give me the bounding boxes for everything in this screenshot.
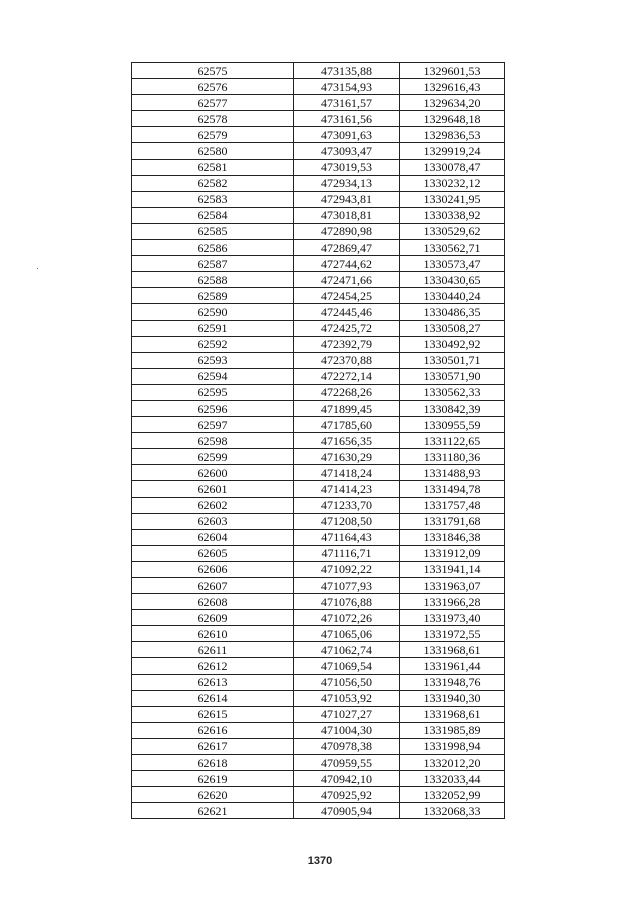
point-number-cell: 62580 xyxy=(132,143,294,159)
x-coordinate-cell: 472471,66 xyxy=(294,272,400,288)
point-number-cell: 62616 xyxy=(132,722,294,738)
x-coordinate-cell: 473161,56 xyxy=(294,111,400,127)
table-row xyxy=(132,658,505,674)
point-number-cell: 62586 xyxy=(132,240,294,256)
x-coordinate-cell: 472454,25 xyxy=(294,288,400,304)
x-coordinate-cell: 472370,88 xyxy=(294,352,400,368)
point-number-cell: 62595 xyxy=(132,384,294,400)
y-coordinate-cell: 1331941,14 xyxy=(400,561,505,577)
y-coordinate-cell: 1331963,07 xyxy=(400,578,505,594)
point-number-cell: 62590 xyxy=(132,304,294,320)
x-coordinate-cell: 472744,62 xyxy=(294,256,400,272)
y-coordinate-cell: 1331122,65 xyxy=(400,433,505,449)
y-coordinate-cell: 1330955,59 xyxy=(400,417,505,433)
y-coordinate-cell: 1329616,43 xyxy=(400,79,505,95)
point-number-cell: 62602 xyxy=(132,497,294,513)
x-coordinate-cell: 471208,50 xyxy=(294,513,400,529)
y-coordinate-cell: 1330501,71 xyxy=(400,352,505,368)
table-row xyxy=(132,771,505,787)
y-coordinate-cell: 1331998,94 xyxy=(400,738,505,754)
table-row xyxy=(132,417,505,433)
table-row xyxy=(132,690,505,706)
y-coordinate-cell: 1330842,39 xyxy=(400,400,505,416)
point-number-cell: 62596 xyxy=(132,400,294,416)
point-number-cell: 62588 xyxy=(132,272,294,288)
table-row xyxy=(132,127,505,143)
table-row xyxy=(132,465,505,481)
table-row xyxy=(132,320,505,336)
point-number-cell: 62599 xyxy=(132,449,294,465)
y-coordinate-cell: 1329601,53 xyxy=(400,63,505,79)
table-row xyxy=(132,561,505,577)
y-coordinate-cell: 1331912,09 xyxy=(400,545,505,561)
table-row xyxy=(132,368,505,384)
y-coordinate-cell: 1330241,95 xyxy=(400,191,505,207)
point-number-cell: 62593 xyxy=(132,352,294,368)
x-coordinate-cell: 471065,06 xyxy=(294,626,400,642)
point-number-cell: 62583 xyxy=(132,191,294,207)
table-row xyxy=(132,449,505,465)
table-row xyxy=(132,755,505,771)
x-coordinate-cell: 472445,46 xyxy=(294,304,400,320)
x-coordinate-cell: 473019,53 xyxy=(294,159,400,175)
table-row xyxy=(132,642,505,658)
y-coordinate-cell: 1330338,92 xyxy=(400,207,505,223)
x-coordinate-cell: 471069,54 xyxy=(294,658,400,674)
table-row xyxy=(132,63,505,79)
point-number-cell: 62591 xyxy=(132,320,294,336)
stray-dot xyxy=(37,268,38,269)
y-coordinate-cell: 1331846,38 xyxy=(400,529,505,545)
point-number-cell: 62605 xyxy=(132,545,294,561)
table-row xyxy=(132,95,505,111)
table-row xyxy=(132,272,505,288)
table-row xyxy=(132,256,505,272)
y-coordinate-cell: 1331961,44 xyxy=(400,658,505,674)
x-coordinate-cell: 470978,38 xyxy=(294,738,400,754)
table-row xyxy=(132,481,505,497)
point-number-cell: 62606 xyxy=(132,561,294,577)
point-number-cell: 62578 xyxy=(132,111,294,127)
y-coordinate-cell: 1330529,62 xyxy=(400,223,505,239)
x-coordinate-cell: 471027,27 xyxy=(294,706,400,722)
table-row xyxy=(132,175,505,191)
point-number-cell: 62607 xyxy=(132,578,294,594)
table-row xyxy=(132,400,505,416)
point-number-cell: 62581 xyxy=(132,159,294,175)
table-row xyxy=(132,191,505,207)
point-number-cell: 62585 xyxy=(132,223,294,239)
y-coordinate-cell: 1330573,47 xyxy=(400,256,505,272)
y-coordinate-cell: 1329648,18 xyxy=(400,111,505,127)
y-coordinate-cell: 1332052,99 xyxy=(400,787,505,803)
y-coordinate-cell: 1331985,89 xyxy=(400,722,505,738)
y-coordinate-cell: 1329836,53 xyxy=(400,127,505,143)
table-row xyxy=(132,803,505,819)
y-coordinate-cell: 1331791,68 xyxy=(400,513,505,529)
x-coordinate-cell: 471785,60 xyxy=(294,417,400,433)
y-coordinate-cell: 1332033,44 xyxy=(400,771,505,787)
x-coordinate-cell: 471076,88 xyxy=(294,594,400,610)
table-row xyxy=(132,79,505,95)
point-number-cell: 62601 xyxy=(132,481,294,497)
x-coordinate-cell: 471418,24 xyxy=(294,465,400,481)
point-number-cell: 62598 xyxy=(132,433,294,449)
x-coordinate-cell: 472869,47 xyxy=(294,240,400,256)
x-coordinate-cell: 471233,70 xyxy=(294,497,400,513)
y-coordinate-cell: 1331966,28 xyxy=(400,594,505,610)
point-number-cell: 62592 xyxy=(132,336,294,352)
y-coordinate-cell: 1330486,35 xyxy=(400,304,505,320)
table-row xyxy=(132,288,505,304)
point-number-cell: 62600 xyxy=(132,465,294,481)
x-coordinate-cell: 471630,29 xyxy=(294,449,400,465)
x-coordinate-cell: 471077,93 xyxy=(294,578,400,594)
x-coordinate-cell: 472392,79 xyxy=(294,336,400,352)
y-coordinate-cell: 1332068,33 xyxy=(400,803,505,819)
point-number-cell: 62594 xyxy=(132,368,294,384)
table-row xyxy=(132,240,505,256)
point-number-cell: 62613 xyxy=(132,674,294,690)
table-row xyxy=(132,545,505,561)
x-coordinate-cell: 473091,63 xyxy=(294,127,400,143)
x-coordinate-cell: 471072,26 xyxy=(294,610,400,626)
x-coordinate-cell: 470942,10 xyxy=(294,771,400,787)
x-coordinate-cell: 471053,92 xyxy=(294,690,400,706)
point-number-cell: 62614 xyxy=(132,690,294,706)
table-row xyxy=(132,433,505,449)
coordinates-table xyxy=(131,62,505,819)
table-row xyxy=(132,352,505,368)
table-row xyxy=(132,143,505,159)
table-row xyxy=(132,159,505,175)
x-coordinate-cell: 472890,98 xyxy=(294,223,400,239)
point-number-cell: 62617 xyxy=(132,738,294,754)
point-number-cell: 62597 xyxy=(132,417,294,433)
x-coordinate-cell: 473161,57 xyxy=(294,95,400,111)
y-coordinate-cell: 1330492,92 xyxy=(400,336,505,352)
point-number-cell: 62579 xyxy=(132,127,294,143)
x-coordinate-cell: 470905,94 xyxy=(294,803,400,819)
y-coordinate-cell: 1329919,24 xyxy=(400,143,505,159)
point-number-cell: 62619 xyxy=(132,771,294,787)
table-row xyxy=(132,610,505,626)
point-number-cell: 62576 xyxy=(132,79,294,95)
y-coordinate-cell: 1331494,78 xyxy=(400,481,505,497)
x-coordinate-cell: 472943,81 xyxy=(294,191,400,207)
point-number-cell: 62604 xyxy=(132,529,294,545)
y-coordinate-cell: 1329634,20 xyxy=(400,95,505,111)
table-row xyxy=(132,513,505,529)
y-coordinate-cell: 1331948,76 xyxy=(400,674,505,690)
x-coordinate-cell: 471164,43 xyxy=(294,529,400,545)
x-coordinate-cell: 472272,14 xyxy=(294,368,400,384)
y-coordinate-cell: 1331940,30 xyxy=(400,690,505,706)
point-number-cell: 62612 xyxy=(132,658,294,674)
table-row xyxy=(132,578,505,594)
point-number-cell: 62620 xyxy=(132,787,294,803)
y-coordinate-cell: 1331757,48 xyxy=(400,497,505,513)
table-row xyxy=(132,111,505,127)
y-coordinate-cell: 1330571,90 xyxy=(400,368,505,384)
table-row xyxy=(132,738,505,754)
table-row xyxy=(132,674,505,690)
point-number-cell: 62615 xyxy=(132,706,294,722)
x-coordinate-cell: 471116,71 xyxy=(294,545,400,561)
table-row xyxy=(132,722,505,738)
table-row xyxy=(132,207,505,223)
y-coordinate-cell: 1330562,71 xyxy=(400,240,505,256)
table-row xyxy=(132,497,505,513)
x-coordinate-cell: 471092,22 xyxy=(294,561,400,577)
table-row xyxy=(132,336,505,352)
x-coordinate-cell: 471414,23 xyxy=(294,481,400,497)
x-coordinate-cell: 473018,81 xyxy=(294,207,400,223)
point-number-cell: 62621 xyxy=(132,803,294,819)
point-number-cell: 62575 xyxy=(132,63,294,79)
x-coordinate-cell: 471056,50 xyxy=(294,674,400,690)
point-number-cell: 62618 xyxy=(132,755,294,771)
y-coordinate-cell: 1331180,36 xyxy=(400,449,505,465)
x-coordinate-cell: 470925,92 xyxy=(294,787,400,803)
table-row xyxy=(132,529,505,545)
x-coordinate-cell: 471899,45 xyxy=(294,400,400,416)
point-number-cell: 62589 xyxy=(132,288,294,304)
y-coordinate-cell: 1331968,61 xyxy=(400,642,505,658)
page-number: 1370 xyxy=(307,855,333,867)
x-coordinate-cell: 471004,30 xyxy=(294,722,400,738)
table-row xyxy=(132,594,505,610)
y-coordinate-cell: 1331973,40 xyxy=(400,610,505,626)
x-coordinate-cell: 473154,93 xyxy=(294,79,400,95)
table-row xyxy=(132,384,505,400)
table-row xyxy=(132,223,505,239)
x-coordinate-cell: 470959,55 xyxy=(294,755,400,771)
y-coordinate-cell: 1332012,20 xyxy=(400,755,505,771)
x-coordinate-cell: 472425,72 xyxy=(294,320,400,336)
y-coordinate-cell: 1330508,27 xyxy=(400,320,505,336)
point-number-cell: 62609 xyxy=(132,610,294,626)
point-number-cell: 62577 xyxy=(132,95,294,111)
x-coordinate-cell: 472934,13 xyxy=(294,175,400,191)
coordinates-table-body xyxy=(132,63,505,819)
point-number-cell: 62608 xyxy=(132,594,294,610)
point-number-cell: 62610 xyxy=(132,626,294,642)
point-number-cell: 62582 xyxy=(132,175,294,191)
y-coordinate-cell: 1330232,12 xyxy=(400,175,505,191)
x-coordinate-cell: 472268,26 xyxy=(294,384,400,400)
x-coordinate-cell: 473135,88 xyxy=(294,63,400,79)
table-row xyxy=(132,304,505,320)
point-number-cell: 62611 xyxy=(132,642,294,658)
table-row xyxy=(132,787,505,803)
y-coordinate-cell: 1331488,93 xyxy=(400,465,505,481)
table-row xyxy=(132,626,505,642)
table-row xyxy=(132,706,505,722)
y-coordinate-cell: 1330430,65 xyxy=(400,272,505,288)
y-coordinate-cell: 1331972,55 xyxy=(400,626,505,642)
y-coordinate-cell: 1330078,47 xyxy=(400,159,505,175)
y-coordinate-cell: 1330562,33 xyxy=(400,384,505,400)
point-number-cell: 62587 xyxy=(132,256,294,272)
y-coordinate-cell: 1330440,24 xyxy=(400,288,505,304)
x-coordinate-cell: 471062,74 xyxy=(294,642,400,658)
point-number-cell: 62603 xyxy=(132,513,294,529)
point-number-cell: 62584 xyxy=(132,207,294,223)
x-coordinate-cell: 471656,35 xyxy=(294,433,400,449)
y-coordinate-cell: 1331968,61 xyxy=(400,706,505,722)
x-coordinate-cell: 473093,47 xyxy=(294,143,400,159)
